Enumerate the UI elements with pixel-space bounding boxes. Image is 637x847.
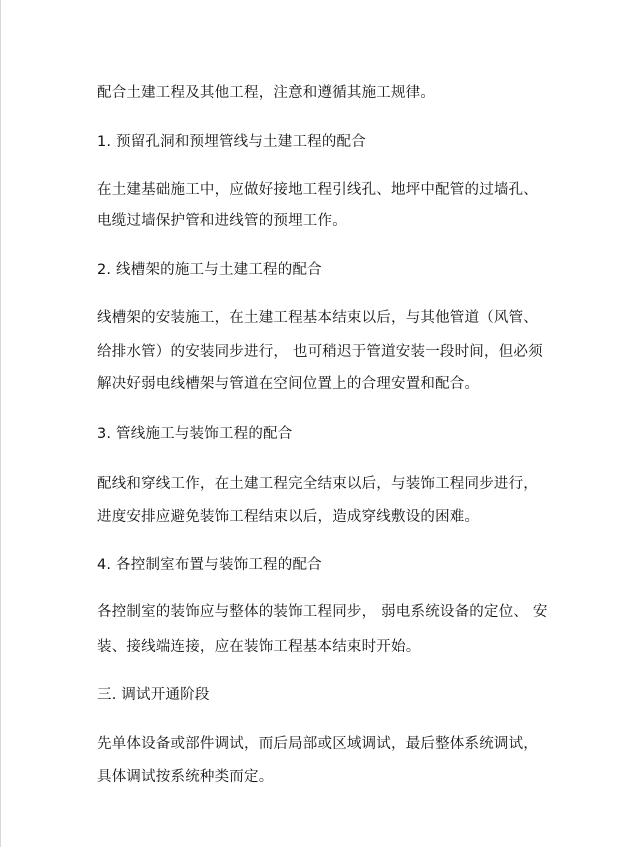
paragraph-2-line-1: 线槽架的安装施工，在土建工程基本结束以后，与其他管道（风管、 <box>97 310 538 326</box>
section-heading-1: 1. 预留孔洞和预埋管线与土建工程的配合 <box>97 134 366 150</box>
paragraph-4-line-2: 装、接线端连接，应在装饰工程基本结束时开始。 <box>97 639 421 655</box>
paragraph-1-line-2: 电缆过墙保护管和进线管的预埋工作。 <box>97 213 347 229</box>
section-heading-2: 2. 线槽架的施工与土建工程的配合 <box>97 262 322 278</box>
paragraph-intro: 配合土建工程及其他工程，注意和遵循其施工规律。 <box>97 85 436 101</box>
paragraph-5-line-1: 先单体设备或部件调试，而后局部或区域调试，最后整体系统调试， <box>97 736 538 752</box>
paragraph-3-line-1: 配线和穿线工作，在土建工程完全结束以后，与装饰工程同步进行， <box>97 476 538 492</box>
section-heading-3: 3. 管线施工与装饰工程的配合 <box>97 426 293 442</box>
paragraph-5-line-2: 具体调试按系统种类而定。 <box>97 769 274 785</box>
paragraph-1-line-1: 在土建基础施工中，应做好接地工程引线孔、地坪中配管的过墙孔、 <box>97 182 538 198</box>
section-heading-5: 三. 调试开通阶段 <box>97 687 210 703</box>
paragraph-2-line-2: 给排水管）的安装同步进行， 也可稍迟于管道安装一段时间，但必须 <box>97 344 543 360</box>
paragraph-3-line-2: 进度安排应避免装饰工程结束以后，造成穿线敷设的困难。 <box>97 509 480 525</box>
section-heading-4: 4. 各控制室布置与装饰工程的配合 <box>97 557 322 573</box>
paragraph-2-line-3: 解决好弱电线槽架与管道在空间位置上的合理安置和配合。 <box>97 376 480 392</box>
paragraph-4-line-1: 各控制室的装饰应与整体的装饰工程同步， 弱电系统设备的定位、 安 <box>97 604 548 620</box>
